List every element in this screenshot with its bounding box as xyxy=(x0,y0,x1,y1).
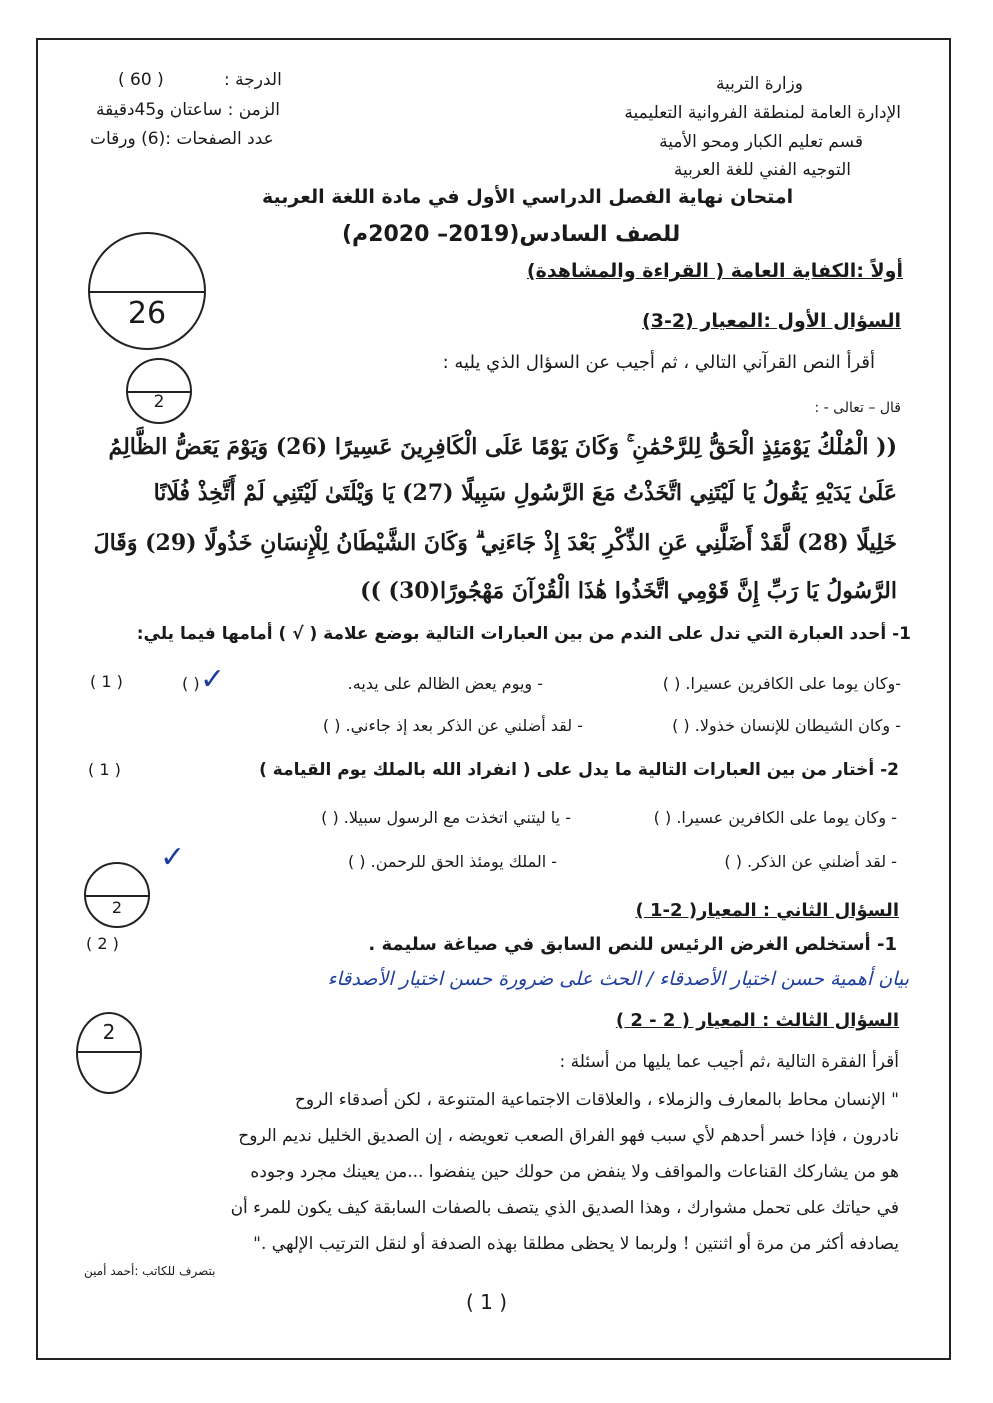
paragraph-line: في حياتك على تحمل مشوارك ، وهذا الصديق الذي يتصف بالصفات السابقة كيف يكون للمرء أن xyxy=(230,1198,899,1218)
directorate-name: الإدارة العامة لمنطقة الفروانية التعليمية xyxy=(624,103,901,123)
q3-score-value: 2 xyxy=(102,1020,116,1044)
q1-score-value: 2 xyxy=(153,392,165,412)
q1-sub2-option: - يا ليتني اتخذت مع الرسول سبيلا. ( ) xyxy=(321,808,571,827)
q1-sub1-option: -وكان يوما على الكافرين عسيرا. ( ) xyxy=(662,674,901,693)
checkmark-icon: ✓ xyxy=(200,662,226,697)
q1-sub2-option: - لقد أضلني عن الذكر. ( ) xyxy=(724,852,897,871)
q1-sub2-option: - وكان يوما على الكافرين عسيرا. ( ) xyxy=(653,808,897,827)
q1-sub2-text: 2- أختار من بين العبارات التالية ما يدل على ( انفراد الله بالملك يوم القيامة ) xyxy=(259,760,899,780)
verse-line: الرَّسُولُ يَا رَبِّ إِنَّ قَوْمِي اتَّخَذُوا هَٰذَا الْقُرْآنَ مَهْجُورًا(30) )) xyxy=(360,578,897,604)
q1-sub1-answer-bracket: ( ) xyxy=(182,674,200,693)
ministry-name: وزارة التربية xyxy=(715,74,803,94)
q1-sub1-text: 1- أحدد العبارة التي تدل على الندم من بين العبارات التالية بوضع علامة ( √ ) أمامها فيما يلي: xyxy=(136,624,911,644)
checkmark-icon: ✓ xyxy=(160,840,186,875)
department-name: قسم تعليم الكبار ومحو الأمية xyxy=(659,132,863,152)
supervision-name: التوجيه الفني للغة العربية xyxy=(673,160,851,180)
paragraph-line: هو من يشاركك القناعات والمواقف ولا ينفض من حولك حين ينفضوا ...من يعينك مجرد وجوده xyxy=(250,1162,899,1182)
section-score-value: 26 xyxy=(127,296,167,331)
section-score-circle xyxy=(88,232,206,350)
circle-divider xyxy=(78,1051,140,1053)
paragraph-line: يصادفه أكثر من مرة أو اثنتين ! ولربما لا يحظى مطلقا بهذه الصدفة أو لنقل الترتيب الإلهي ." xyxy=(253,1234,899,1254)
q1-sub2-option: - الملك يومئذ الحق للرحمن. ( ) xyxy=(347,852,557,871)
page-number: ( 1 ) xyxy=(466,1290,508,1314)
circle-divider xyxy=(90,291,204,293)
grade-value: ( 60 ) xyxy=(118,70,164,90)
q3-instruction: أقرأ الفقرة التالية ،ثم أجيب عما يليها من أسئلة : xyxy=(559,1052,899,1072)
verse-line: عَلَىٰ يَدَيْهِ يَقُولُ يَا لَيْتَنِي اتَّخَذْتُ مَعَ الرَّسُولِ سَبِيلًا (27) يَا وَيْلَتَىٰ لَيْتَنِي لَمْ أَتَّخِذْ فُلَانًا xyxy=(153,480,897,506)
paragraph-line: " الإنسان محاط بالمعارف والزملاء ، والعلاقات الاجتماعية المتنوعة ، لكن أصدقاء الروح xyxy=(294,1090,899,1110)
paragraph-line: نادرون ، فإذا خسر أحدهم لأي سبب فهو الفراق الصعب تعويضه ، إن الصديق الخليل نديم الروح xyxy=(238,1126,899,1146)
q2-score-value: 2 xyxy=(111,898,123,917)
paragraph-source: بتصرف للكاتب :أحمد أمين xyxy=(84,1264,216,1278)
verse-intro: قال – تعالى - : xyxy=(814,400,901,416)
q1-sub2-points: ( 1 ) xyxy=(88,760,121,779)
q1-sub1-option: - وكان الشيطان للإنسان خذولا. ( ) xyxy=(672,716,901,735)
q1-instruction: أقرأ النص القرآني التالي ، ثم أجيب عن السؤال الذي يليه : xyxy=(442,352,875,373)
q3-score-circle xyxy=(76,1012,142,1094)
circle-divider xyxy=(86,895,148,897)
q2-text: 1- أستخلص الغرض الرئيس للنص السابق في صياغة سليمة . xyxy=(368,934,897,955)
q1-title: السؤال الأول :المعيار (2-3) xyxy=(642,310,901,332)
q2-title: السؤال الثاني : المعيار( 2-1 ) xyxy=(635,900,899,921)
q1-sub1-option: - ويوم يعض الظالم على يديه. xyxy=(347,674,543,693)
q1-sub1-option: - لقد أضلني عن الذكر بعد إذ جاءني. ( ) xyxy=(322,716,583,735)
verse-line: (( الْمُلْكُ يَوْمَئِذٍ الْحَقُّ لِلرَّحْمَٰنِ ۚ وَكَانَ يَوْمًا عَلَى الْكَافِرِينَ عَسِيرًا (26) وَيَوْمَ يَعَضُّ الظَّالِمُ xyxy=(108,434,897,460)
page-count: عدد الصفحات :(6) ورقات xyxy=(90,129,274,149)
q2-score-circle xyxy=(84,862,150,928)
q1-score-circle xyxy=(126,358,192,424)
grade-label: الدرجة : xyxy=(224,70,282,90)
class-title: للصف السادس(2019– 2020م) xyxy=(342,222,681,247)
verse-line: خَلِيلًا (28) لَّقَدْ أَضَلَّنِي عَنِ الذِّكْرِ بَعْدَ إِذْ جَاءَنِي ۗ وَكَانَ الشَّيْطَانُ لِلْإِنسَانِ خَذُولًا (29) وَقَالَ xyxy=(93,530,897,556)
q1-sub1-points: ( 1 ) xyxy=(90,672,123,691)
section-title: أولاً :الكفاية العامة ( القراءة والمشاهدة) xyxy=(526,260,903,282)
handwritten-answer: بيان أهمية حسن اختيار الأصدقاء / الحث على ضرورة حسن اختيار الأصدقاء xyxy=(327,968,909,990)
q2-points: ( 2 ) xyxy=(86,934,119,953)
exam-duration: الزمن : ساعتان و45دقيقة xyxy=(96,100,281,120)
exam-title: امتحان نهاية الفصل الدراسي الأول في مادة اللغة العربية xyxy=(262,186,794,208)
q3-title: السؤال الثالث : المعيار ( 2 - 2 ) xyxy=(615,1010,899,1031)
